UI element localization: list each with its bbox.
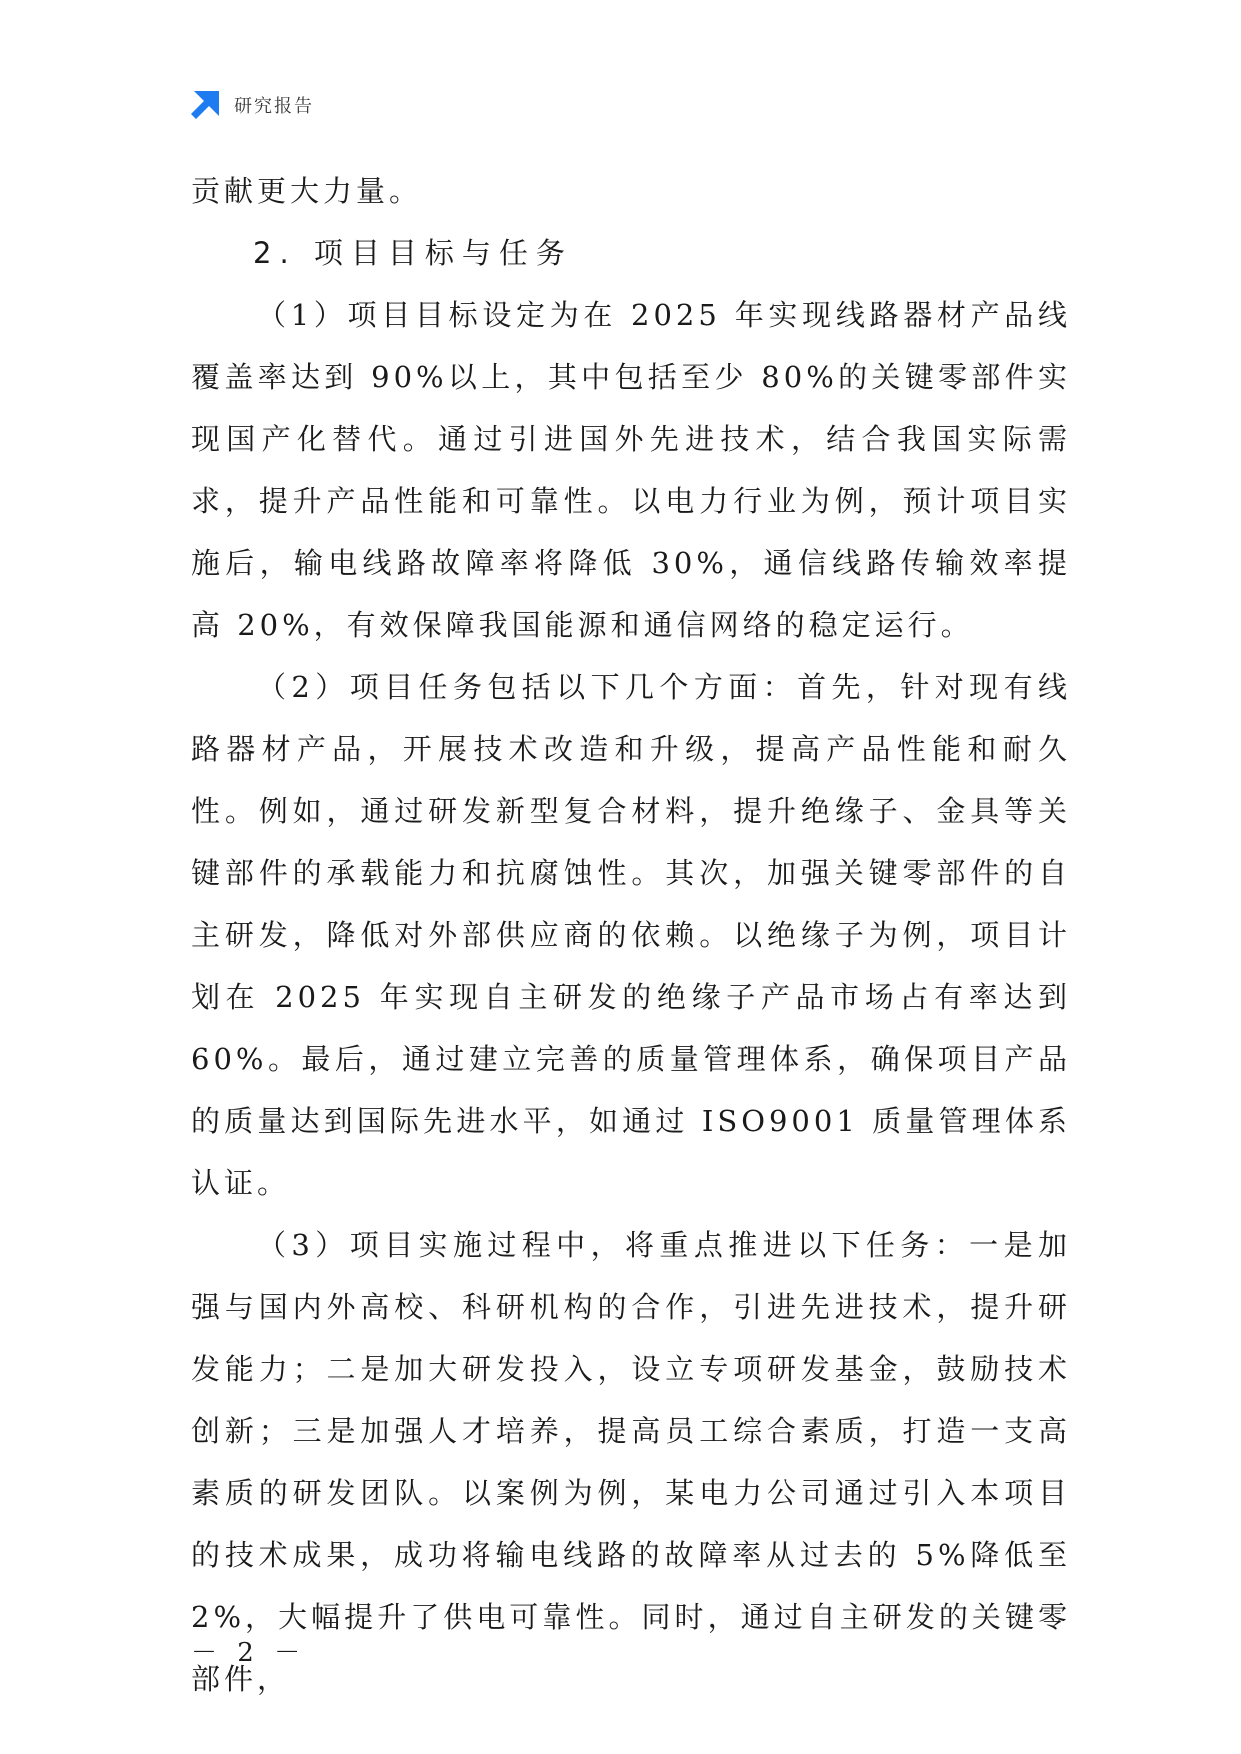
paragraph-1: （1）项目目标设定为在 2025 年实现线路器材产品线覆盖率达到 90%以上，其中包括至少 80%的关键零部件实现国产化替代。通过引进国外先进技术，结合我国实际需求，提升产品性能和可靠性。以电力行业为例，预计项目实施后，输电线路故障率将降低 30%，通信线路传输效率提高 20%，有效保障我国能源和通信网络的稳定运行。 [191,298,1071,642]
report-header [188,88,314,122]
page-number: － 2 － [191,1638,307,1668]
document-body [191,160,1071,1710]
arrow-up-right-icon [188,88,222,122]
paragraph-2: （2）项目任务包括以下几个方面：首先，针对现有线路器材产品，开展技术改造和升级，提高产品性能和耐久性。例如，通过研发新型复合材料，提升绝缘子、金具等关键部件的承载能力和抗腐蚀性。其次，加强关键零部件的自主研发，降低对外部供应商的依赖。以绝缘子为例，项目计划在 2025 年实现自主研发的绝缘子产品市场占有率达到 60%。最后，通过建立完善的质量管理体系，确保项目产品的质量达到国际先进水平，如通过 ISO9001 质量管理体系认证。 [191,670,1071,1200]
report-title: 研究报告 [234,96,314,117]
continuation-paragraph: 贡献更大力量。 [191,174,423,208]
section-heading: 2. 项目目标与任务 [253,236,573,270]
paragraph-3: （3）项目实施过程中，将重点推进以下任务：一是加强与国内外高校、科研机构的合作，引进先进技术，提升研发能力；二是加大研发投入，设立专项研发基金，鼓励技术创新；三是加强人才培养，提高员工综合素质，打造一支高素质的研发团队。以案例为例，某电力公司通过引入本项目的技术成果，成功将输电线路的故障率从过去的 5%降低至 2%，大幅提升了供电可靠性。同时，通过自主研发的关键零部件， [191,1228,1071,1696]
